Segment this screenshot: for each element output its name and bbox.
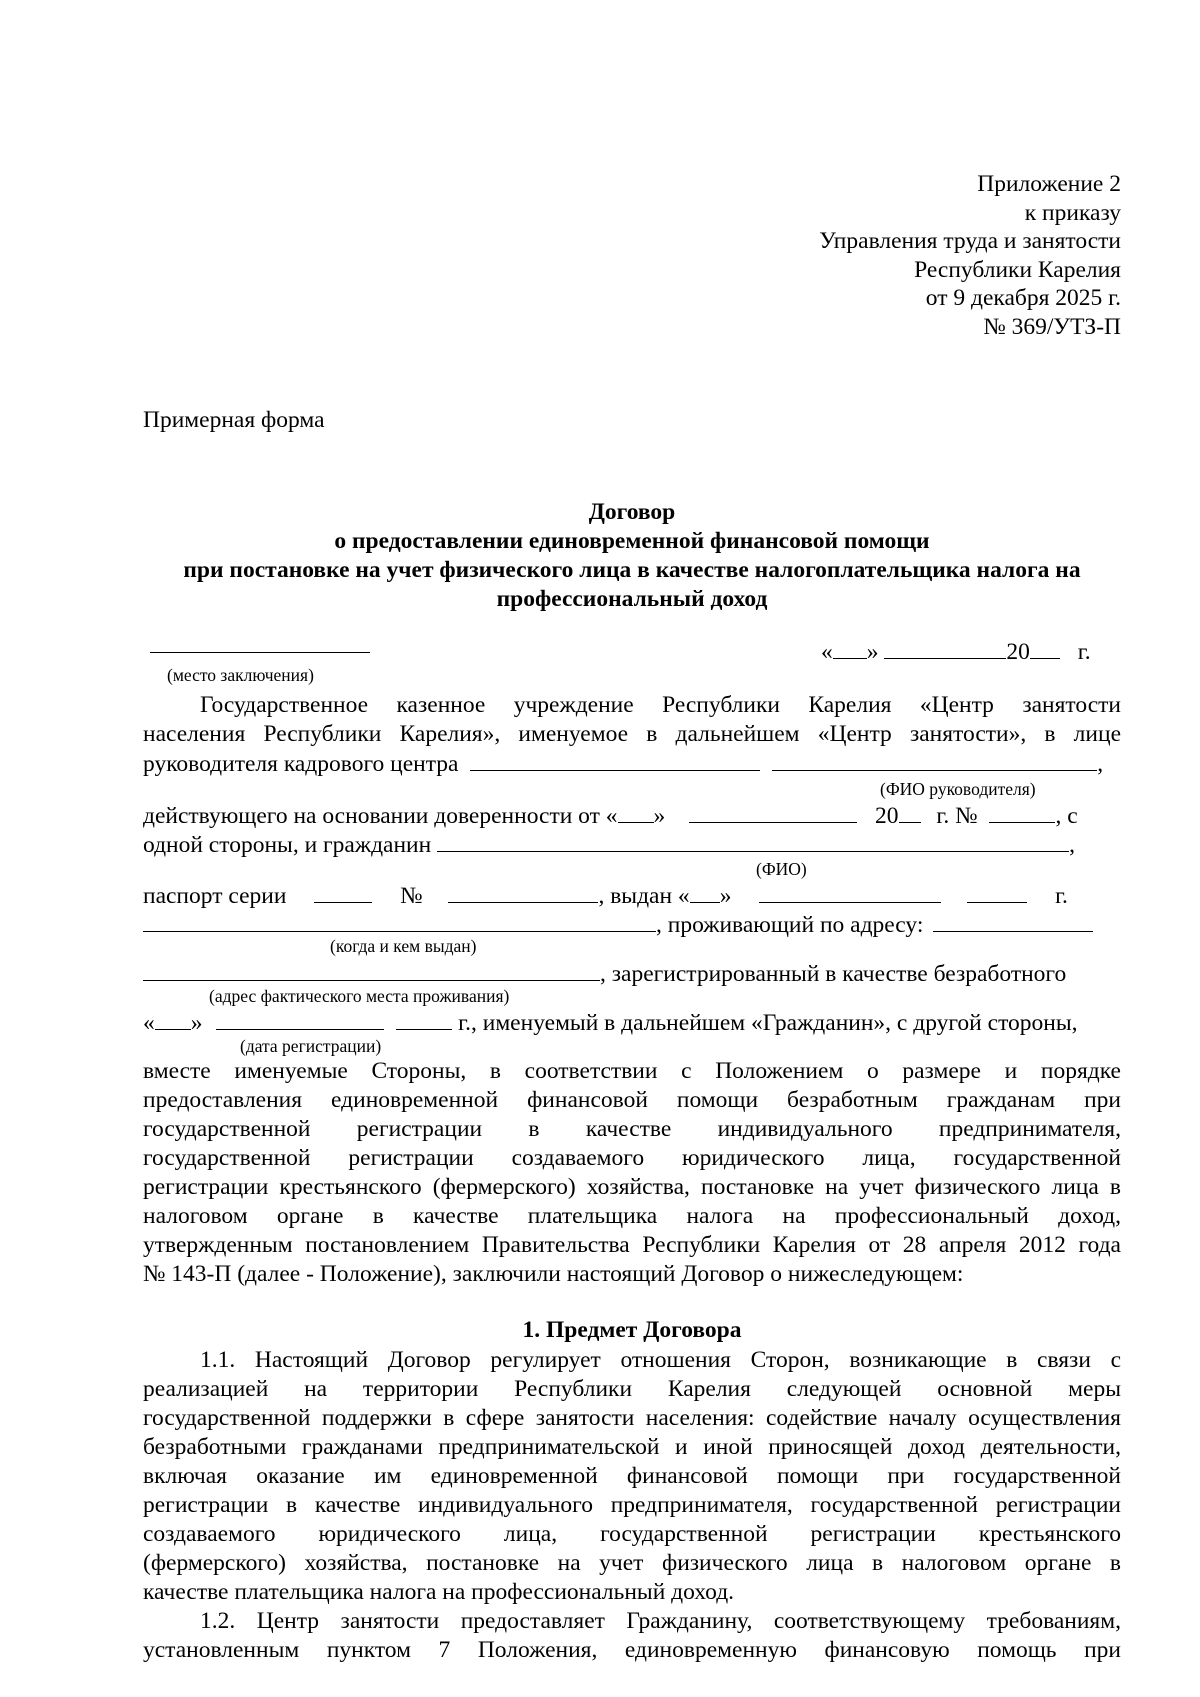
place-caption: (место заключения) [167, 665, 314, 685]
intro-line-1: Государственное казенное учреждение Республики Карелия «Центр занятости [200, 692, 1121, 718]
clause-1-1-line: регистрации в качестве индивидуального предпринимателя, государственной регистрации [143, 1492, 1121, 1518]
body-line-5: регистрации крестьянского (фермерского) хозяйства, постановке на учет физического лица в [143, 1174, 1121, 1200]
passport-day-field[interactable] [690, 880, 720, 903]
issued-line: , проживающий по адресу: [143, 909, 1121, 940]
reg-month-field[interactable] [216, 1007, 384, 1030]
contract-subtitle-3: профессиональный доход [496, 586, 768, 612]
proxy-month-field[interactable] [689, 800, 857, 823]
contract-subtitle-1: о предоставлении единовременной финансовой помощи [334, 528, 930, 554]
head-position-field[interactable] [470, 748, 760, 771]
head-name-field[interactable] [772, 748, 1097, 771]
head-name-caption: (ФИО руководителя) [880, 779, 1036, 799]
department-name: Управления труда и занятости [819, 228, 1121, 255]
day-field[interactable] [833, 636, 867, 659]
body-line-8: № 143-П (далее - Положение), заключили настоящий Договор о нижеследующем: [143, 1261, 964, 1287]
contract-date: « » 20 г. [821, 636, 1091, 667]
appendix-header [819, 170, 1121, 342]
clause-1-1-line: качестве плательщика налога на профессиональный доход. [143, 1579, 735, 1605]
proxy-year-field[interactable] [899, 800, 921, 823]
clause-1-1-line: (фермерского) хозяйства, постановке на учет физического лица в налоговом органе в [143, 1550, 1121, 1576]
proxy-number-field[interactable] [989, 800, 1055, 823]
passport-month-field[interactable] [759, 880, 941, 903]
reg-year-field[interactable] [396, 1007, 452, 1030]
clause-1-1-line: государственной поддержки в сфере занятости населения: содействие началу осуществления [143, 1405, 1121, 1431]
order-number: № 369/УТЗ-П [983, 313, 1121, 340]
citizen-name-field[interactable] [437, 829, 1069, 852]
place-field[interactable] [150, 652, 370, 653]
contract-subtitle-2: при постановке на учет физического лица в качестве налогоплательщика налога на [183, 557, 1081, 583]
body-line-6: налоговом органе в качестве плательщика налога на профессиональный доход, [143, 1203, 1121, 1229]
reg-day-field[interactable] [155, 1007, 191, 1030]
body-line-4: государственной регистрации создаваемого юридического лица, государственной [143, 1145, 1121, 1171]
registration-caption: (дата регистрации) [240, 1036, 382, 1056]
citizen-name-caption: (ФИО) [756, 859, 807, 879]
month-field[interactable] [884, 636, 1006, 659]
section-1-heading: 1. Предмет Договора [522, 1317, 742, 1343]
body-line-3: государственной регистрации в качестве индивидуального предпринимателя, [143, 1116, 1121, 1142]
passport-year-field[interactable] [967, 880, 1027, 903]
appendix-number: Приложение 2 [977, 171, 1121, 197]
body-line-7: утвержденным постановлением Правительства Республики Карелия от 28 апреля 2012 года [143, 1232, 1121, 1258]
registration-line: « » г., именуемый в дальнейшем «Гражданин», с другой стороны, [143, 1007, 1121, 1038]
clause-1-1-line: безработными гражданами предпринимательской и иной приносящей доход деятельности, [143, 1434, 1121, 1460]
address-field-1[interactable] [933, 909, 1093, 932]
clause-1-1-line: реализацией на территории Республики Карелия следующей основной меры [143, 1376, 1121, 1402]
issued-caption: (когда и кем выдан) [330, 936, 477, 956]
passport-number-field[interactable] [448, 880, 598, 903]
address-caption: (адрес фактического места проживания) [209, 986, 510, 1006]
intro-line-4: действующего на основании доверенности от « » 20 г. № , с [143, 800, 1121, 831]
form-label: Примерная форма [143, 407, 325, 433]
order-date: от 9 декабря 2025 г. [925, 285, 1121, 312]
year-field[interactable] [1030, 636, 1060, 659]
address-field-2[interactable] [143, 958, 600, 981]
intro-line-3: руководителя кадрового центра , [143, 748, 1121, 779]
issued-by-field[interactable] [143, 909, 656, 932]
clause-1-1-line: 1.1. Настоящий Договор регулирует отношения Сторон, возникающие в связи с [200, 1347, 1121, 1373]
body-line-2: предоставления единовременной финансовой помощи безработным гражданам при [143, 1087, 1121, 1113]
contract-title: Договор [588, 499, 676, 525]
clause-1-1-line: включая оказание им единовременной финансовой помощи при государственной [143, 1463, 1121, 1489]
body-line-1: вместе именуемые Стороны, в соответствии с Положением о размере и порядке [143, 1058, 1121, 1084]
republic-name: Республики Карелия [914, 256, 1121, 283]
clause-1-2-line: установленным пунктом 7 Положения, единовременную финансовую помощь при [143, 1637, 1121, 1663]
clause-1-2-line: 1.2. Центр занятости предоставляет Гражданину, соответствующему требованиям, [200, 1608, 1121, 1634]
clause-1-1-line: создаваемого юридического лица, государственной регистрации крестьянского [143, 1521, 1121, 1547]
passport-series-field[interactable] [314, 880, 372, 903]
intro-line-5: одной стороны, и гражданин , [143, 829, 1121, 860]
proxy-day-field[interactable] [618, 800, 654, 823]
passport-line: паспорт серии № , выдан « » г. [143, 880, 1121, 911]
address-line: , зарегистрированный в качестве безработного [143, 958, 1121, 989]
intro-line-2: населения Республики Карелия», именуемое в дальнейшем «Центр занятости», в лице [143, 721, 1121, 747]
to-order: к приказу [1024, 199, 1121, 226]
